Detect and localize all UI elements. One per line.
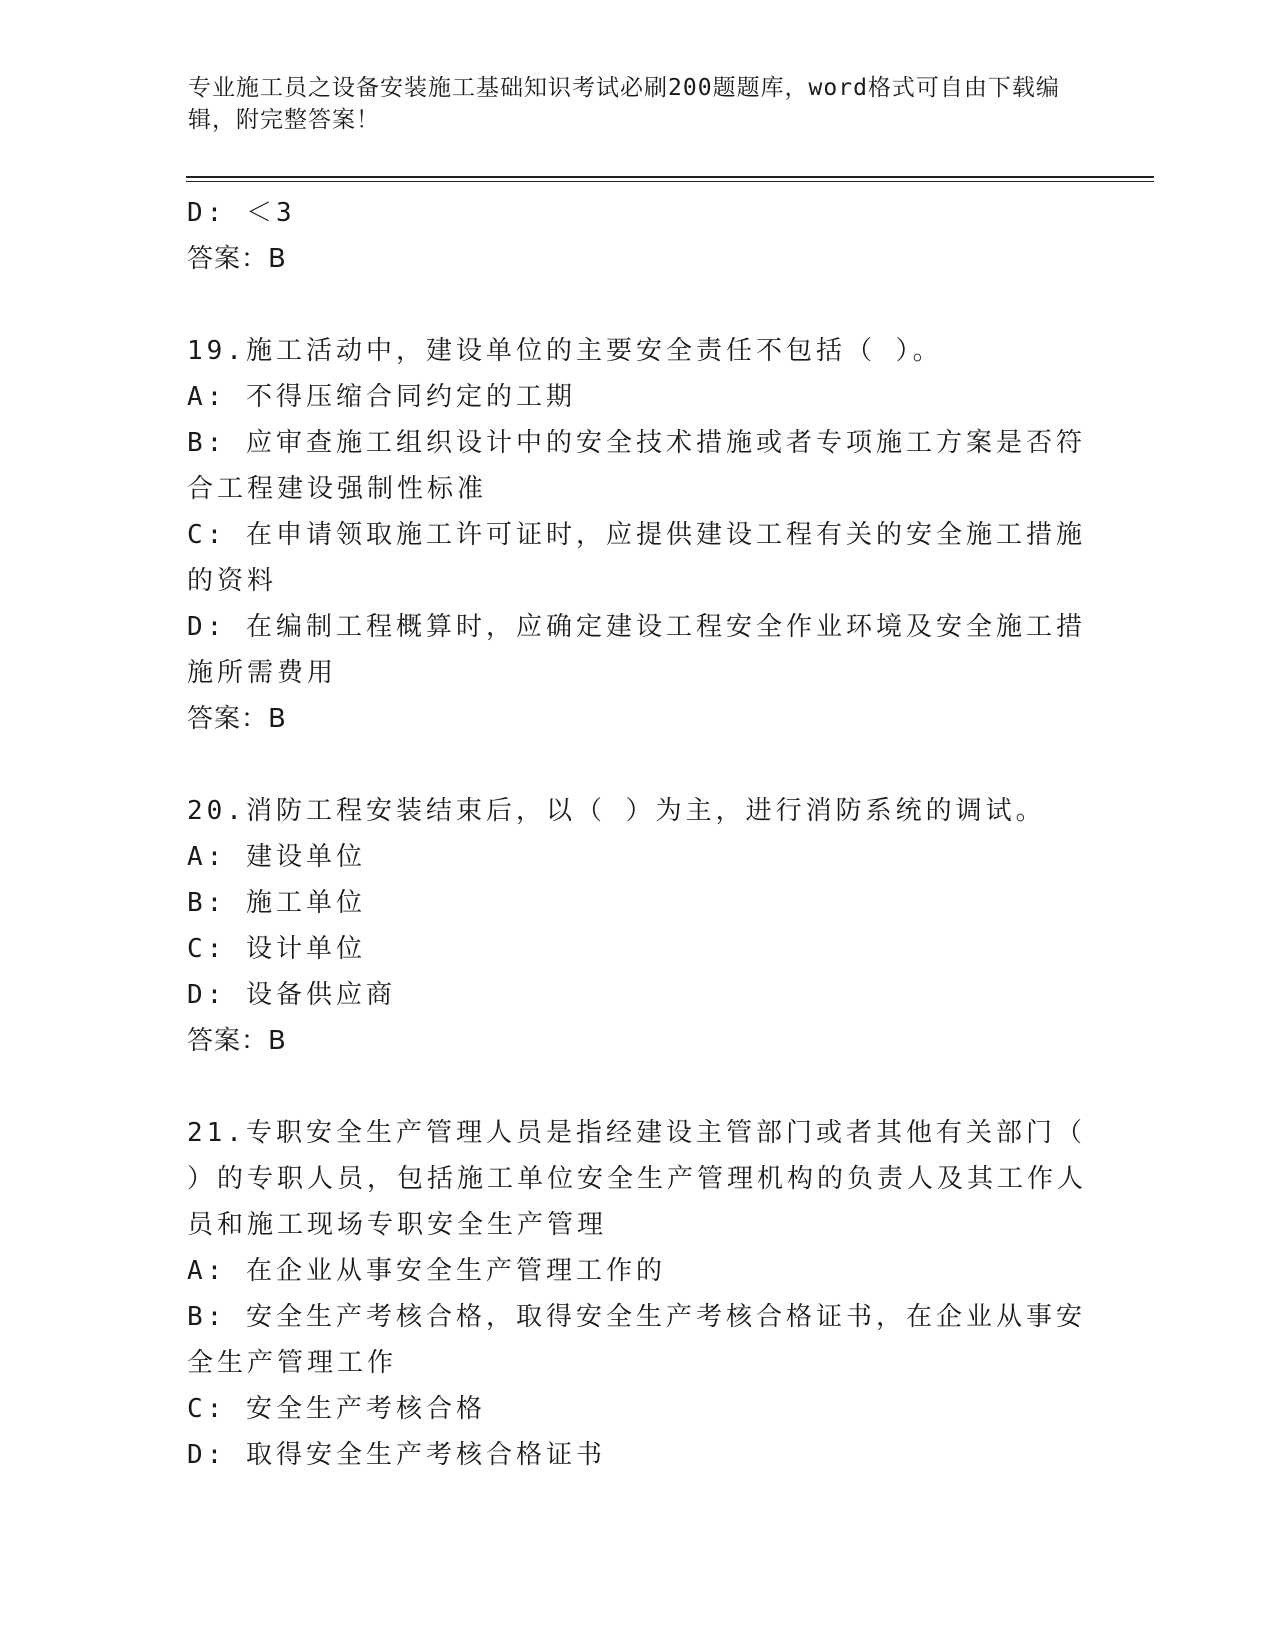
option-b: B: 安全生产考核合格，取得安全生产考核合格证书，在企业从事安全生产管理工作 (187, 1302, 1086, 1378)
question-20 (187, 788, 1087, 1064)
option-a: A: 不得压缩合同约定的工期 (187, 382, 576, 412)
page-header (188, 72, 1068, 136)
question-stem: 19.施工活动中，建设单位的主要安全责任不包括（ ）。 (187, 336, 943, 366)
option-d: D: 在编制工程概算时，应确定建设工程安全作业环境及安全施工措施所需费用 (187, 612, 1086, 688)
answer: 答案：B (187, 704, 287, 734)
option-b: B: 应审查施工组织设计中的安全技术措施或者专项施工方案是否符合工程建设强制性标准 (187, 428, 1086, 504)
question-21 (187, 1110, 1087, 1478)
option-a: A: 在企业从事安全生产管理工作的 (187, 1256, 666, 1286)
question-stem: 21.专职安全生产管理人员是指经建设主管部门或者其他有关部门（ ）的专职人员，包括施工单位安全生产管理机构的负责人及其工作人员和施工现场专职安全生产管理 (187, 1118, 1088, 1240)
option-c: C: 在申请领取施工许可证时，应提供建设工程有关的安全施工措施的资料 (187, 520, 1086, 596)
option-d: D: 取得安全生产考核合格证书 (187, 1440, 606, 1470)
carryover-option-d: D: ＜3 (187, 198, 296, 228)
question-stem: 20.消防工程安装结束后，以（ ）为主，进行消防系统的调试。 (187, 796, 1046, 826)
document-title: 专业施工员之设备安装施工基础知识考试必刷200题题库，word格式可自由下载编辑，附完整答案！ (188, 75, 1060, 133)
option-b: B: 施工单位 (187, 888, 366, 918)
carryover-answer: 答案：B (187, 244, 287, 274)
option-a: A: 建设单位 (187, 842, 366, 872)
option-d: D: 设备供应商 (187, 980, 396, 1010)
answer: 答案：B (187, 1026, 287, 1056)
question-19 (187, 328, 1087, 742)
option-c: C: 设计单位 (187, 934, 366, 964)
option-c: C: 安全生产考核合格 (187, 1394, 486, 1424)
header-divider (186, 176, 1154, 182)
question-content (187, 190, 1087, 1478)
